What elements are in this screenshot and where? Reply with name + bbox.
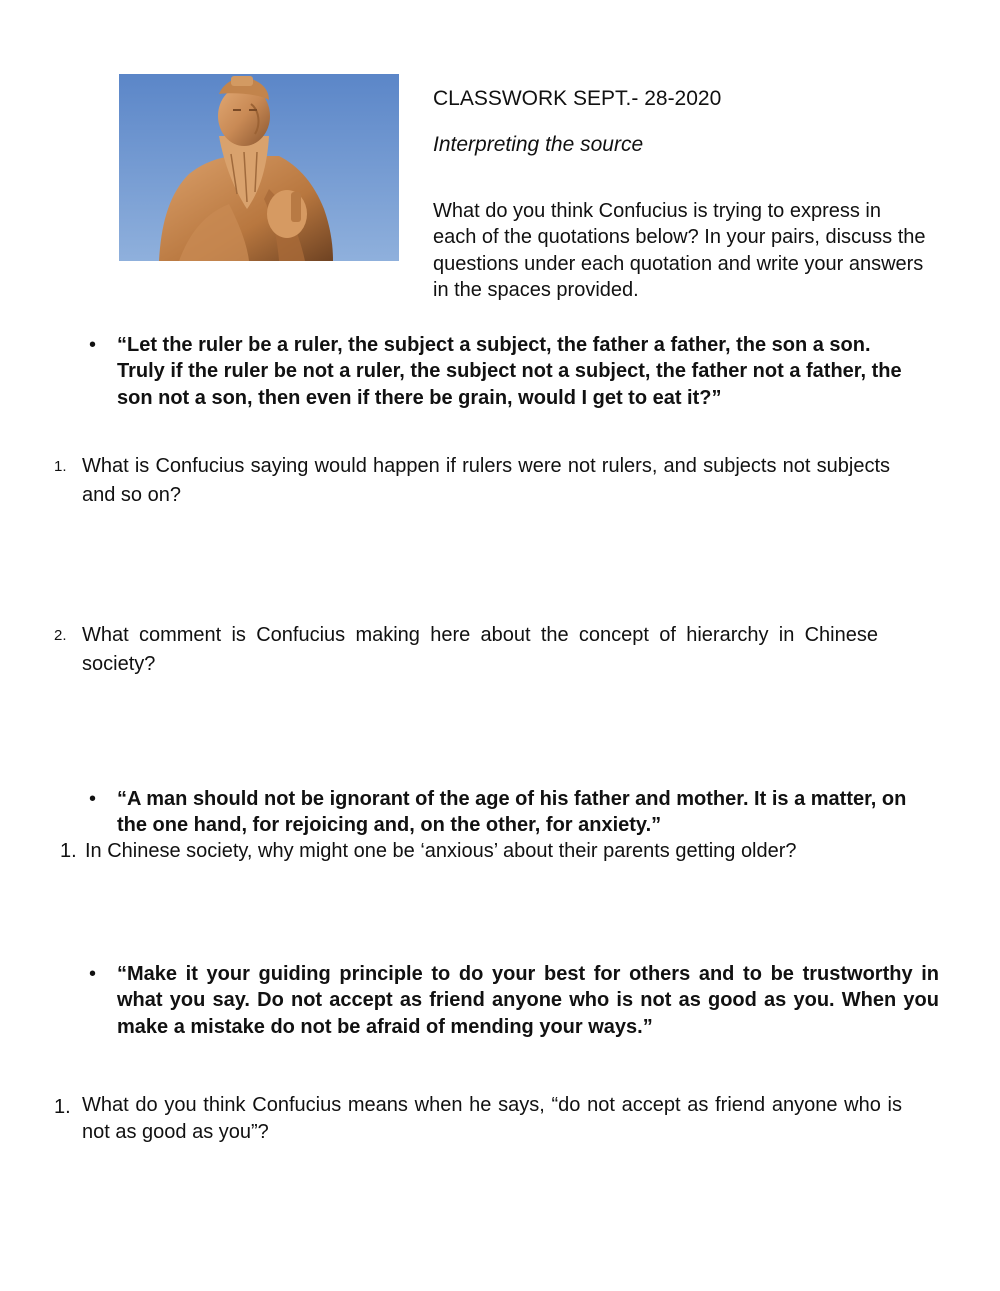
- question-2-1: In Chinese society, why might one be ‘anxious’ about their parents getting older?: [85, 840, 797, 862]
- question-number: 1.: [54, 1096, 71, 1118]
- worksheet-instructions: What do you think Confucius is trying to express in each of the quotations below? In your pairs, discuss the questions under each quotation and write your answers in the spaces provided.: [433, 200, 926, 301]
- quote-2: “A man should not be ignorant of the age of his father and mother. It is a matter, on the one hand, for rejoicing and, on the other, for anxiety.”: [117, 788, 907, 837]
- worksheet-title: CLASSWORK SEPT.- 28-2020: [433, 87, 722, 110]
- question-1-2: What comment is Confucius making here about the concept of hierarchy in Chinese society?: [82, 624, 878, 675]
- question-1-1: What is Confucius saying would happen if rulers were not rulers, and subjects not subjects and so on?: [82, 455, 890, 506]
- confucius-statue-photo: [119, 74, 399, 261]
- bullet-icon: •: [89, 334, 97, 356]
- worksheet-subtitle: Interpreting the source: [433, 133, 644, 156]
- bullet-icon: •: [89, 963, 97, 985]
- quote-1: “Let the ruler be a ruler, the subject a subject, the father a father, the son a son. Truly if the ruler be not a ruler, the subject not a subject, the father not a father, the son not a son, then even if there be grain, would I get to eat it?”: [117, 334, 902, 409]
- question-3-1: What do you think Confucius means when he says, “do not accept as friend anyone who is not as good as you”?: [82, 1094, 902, 1143]
- question-number: 1.: [54, 458, 67, 475]
- question-number: 2.: [54, 627, 67, 644]
- quote-3: “Make it your guiding principle to do your best for others and to be trustworthy in what you say. Do not accept as friend anyone who is not as good as you. When you make a mistake do not be afraid of mending your ways.”: [117, 963, 939, 1038]
- question-number: 1.: [60, 840, 77, 862]
- bullet-icon: •: [89, 788, 97, 810]
